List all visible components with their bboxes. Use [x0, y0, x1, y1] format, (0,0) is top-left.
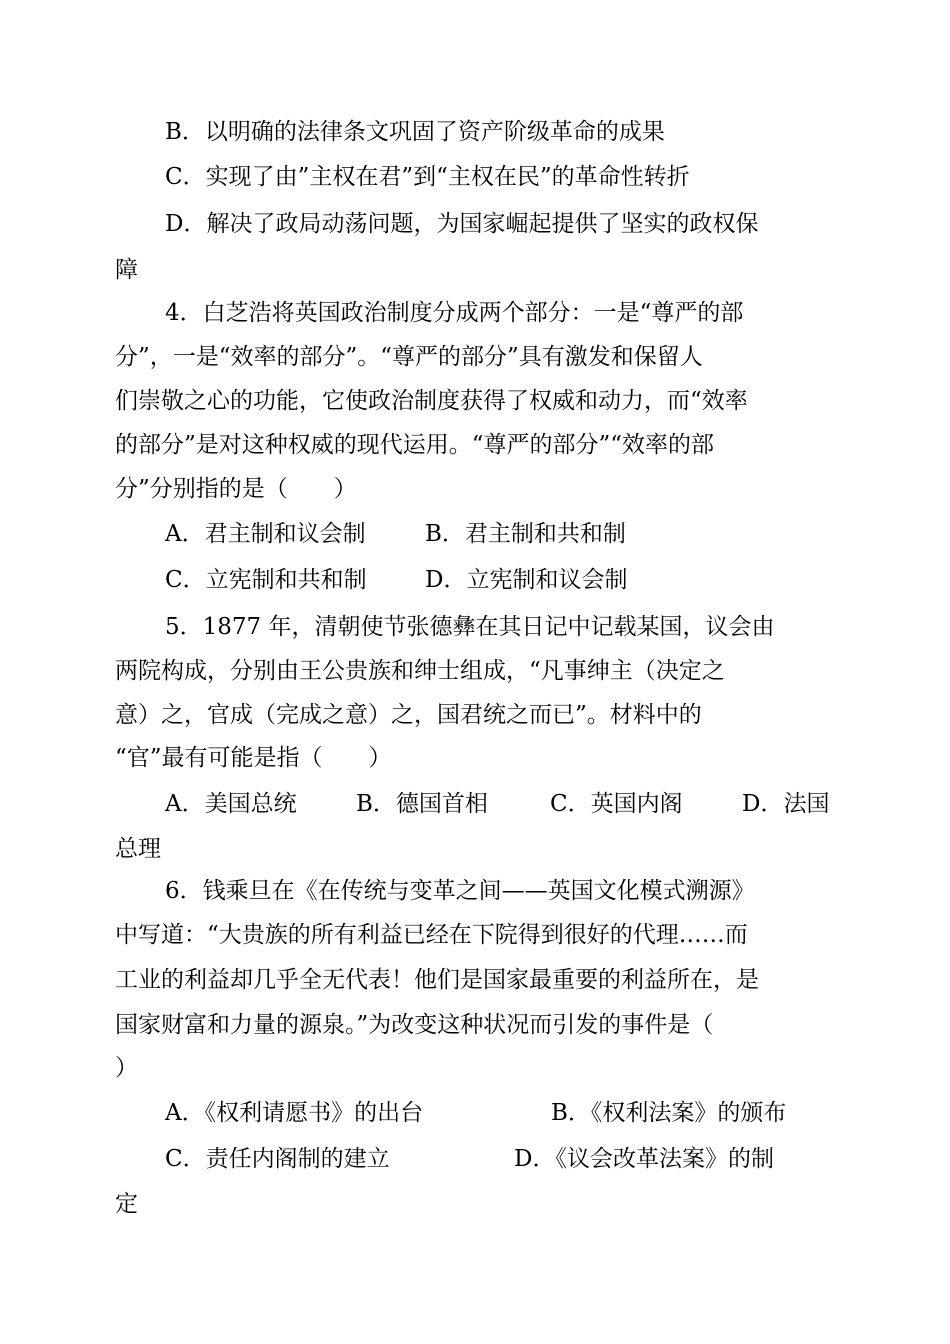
q5-option-d: D．法国 — [742, 791, 830, 817]
q4-stem-line-3: 们崇敬之心的功能，它使政治制度获得了权威和动力，而“效率 — [115, 388, 748, 414]
q6-option-d-continued: 定 — [115, 1191, 138, 1217]
q4-option-c: C．立宪制和共和制 — [165, 567, 367, 593]
q3-option-c: C．实现了由”主权在君”到“主权在民”的革命性转折 — [165, 164, 690, 190]
q5-stem-line-2: 两院构成，分别由王公贵族和绅士组成，“凡事绅主（决定之 — [115, 658, 725, 684]
q4-option-b: B．君主制和共和制 — [425, 521, 626, 547]
q6-stem-line-1: 6．钱乘旦在《在传统与变革之间——英国文化模式溯源》 — [165, 878, 755, 904]
q6-stem-line-4: 国家财富和力量的源泉。”为改变这种状况而引发的事件是（ — [115, 1012, 714, 1038]
q5-option-b: B．德国首相 — [356, 791, 488, 817]
q4-stem-line-5: 分”分别指的是（ ） — [115, 476, 357, 502]
q4-stem-line-4: 的部分”是对这种权威的现代运用。“尊严的部分”“效率的部 — [115, 432, 715, 458]
q4-stem-line-1: 4．白芝浩将英国政治制度分成两个部分：一是“尊严的部 — [165, 300, 744, 326]
q5-stem-line-1: 5．1877 年，清朝使节张德彝在其日记中记载某国，议会由 — [165, 614, 775, 640]
q6-stem-line-2: 中写道：“大贵族的所有利益已经在下院得到很好的代理……而 — [115, 922, 748, 948]
q4-stem-line-2: 分”，一是“效率的部分”。“尊严的部分”具有激发和保留人 — [115, 344, 703, 370]
q5-option-c: C．英国内阁 — [550, 791, 683, 817]
q6-option-d: D．《议会改革法案》的制 — [514, 1146, 774, 1172]
q6-option-b: B．《权利法案》的颁布 — [551, 1100, 787, 1126]
q5-option-a: A．美国总统 — [165, 791, 297, 817]
q5-option-d-continued: 总理 — [115, 836, 161, 862]
q6-option-a: A．《权利请愿书》的出台 — [165, 1100, 424, 1126]
q4-option-a: A．君主制和议会制 — [165, 521, 366, 547]
q3-option-d-continued: 障 — [115, 257, 138, 283]
q6-stem-line-3: 工业的利益却几乎全无代表！他们是国家最重要的利益所在，是 — [115, 967, 759, 993]
q4-option-d: D．立宪制和议会制 — [425, 567, 628, 593]
q6-option-c: C．责任内阁制的建立 — [165, 1146, 390, 1172]
q5-stem-line-3: 意）之，官成（完成之意）之，国君统之而已”。材料中的 — [115, 702, 702, 728]
q5-stem-line-4: “官”最有可能是指（ ） — [115, 745, 392, 771]
q3-option-b: B．以明确的法律条文巩固了资产阶级革命的成果 — [165, 119, 665, 145]
q3-option-d: D．解决了政局动荡问题，为国家崛起提供了坚实的政权保 — [165, 211, 759, 237]
q6-stem-line-5: ） — [115, 1055, 138, 1081]
